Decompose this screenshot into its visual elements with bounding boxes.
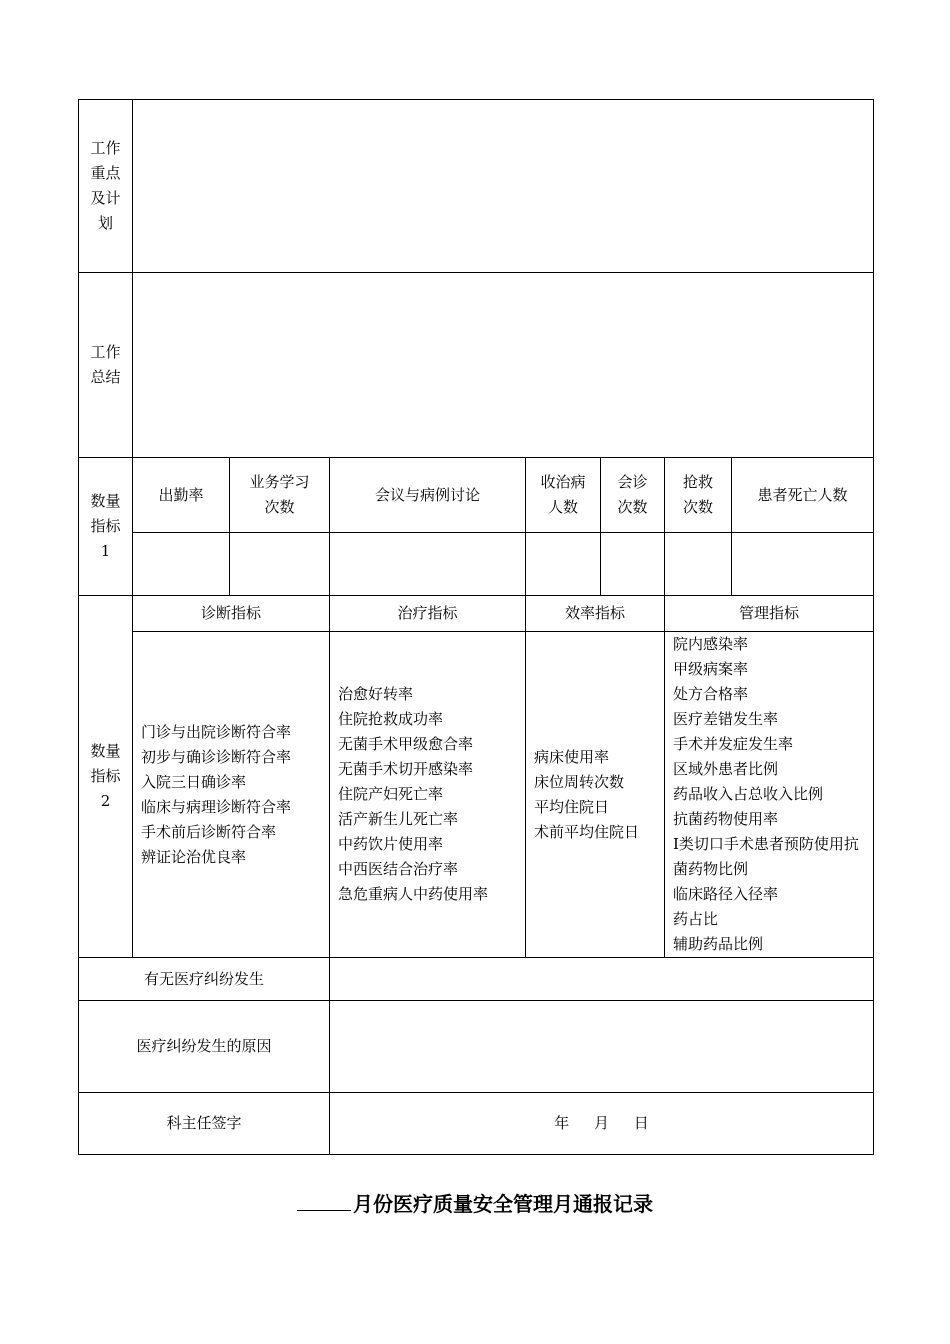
list-item: 处方合格率 [673,685,749,703]
management-list [665,632,874,958]
list-item: 活产新生儿死亡率 [338,810,459,828]
report-title [0,1188,950,1219]
list-item: 入院三日确诊率 [141,772,247,791]
list-item: 院内感染率 [673,635,749,653]
work-summary-label: 工作 总结 [79,273,133,458]
work-plan-field[interactable] [133,100,874,273]
attendance-field[interactable] [133,533,230,596]
efficiency-header: 效率指标 [526,596,665,632]
list-item: 中西医结合治疗率 [338,860,459,878]
signature-label: 科主任签字 [79,1093,330,1155]
list-item: 甲级病案率 [673,660,749,678]
rescues-header: 抢救 次数 [665,458,732,533]
consultations-header: 会诊 次数 [601,458,665,533]
management-header: 管理指标 [665,596,874,632]
list-item: 辅助药品比例 [673,935,764,953]
list-item: I类切口手术患者预防使用抗菌药物比例 [673,835,859,878]
dispute-label: 有无医疗纠纷发生 [79,958,330,1001]
list-item: 无菌手术甲级愈合率 [338,735,474,753]
dispute-cause-label: 医疗纠纷发生的原因 [79,1001,330,1093]
list-item: 床位周转次数 [534,772,625,791]
efficiency-list [526,632,665,958]
list-item: 平均住院日 [534,797,610,816]
quantity1-value-row [79,533,874,596]
quantity1-header-row [79,458,874,533]
report-form-table [78,99,874,1155]
date-month: 月 [594,1114,610,1132]
consultations-field[interactable] [601,533,665,596]
list-item: 住院抢救成功率 [338,710,444,728]
date-day: 日 [633,1114,649,1132]
study-count-field[interactable] [230,533,330,596]
work-summary-field[interactable] [133,273,874,458]
work-summary-row [79,273,874,458]
study-count-header: 业务学习 次数 [230,458,330,533]
list-item: 急危重病人中药使用率 [338,885,489,903]
work-plan-row [79,100,874,273]
quantity1-label: 数量 指标 1 [79,458,133,596]
list-item: 门诊与出院诊断符合率 [141,722,292,741]
list-item: 药品收入占总收入比例 [673,785,824,803]
list-item: 中药饮片使用率 [338,835,444,853]
date-year: 年 [554,1114,570,1132]
diagnosis-header: 诊断指标 [133,596,330,632]
quantity2-header-row [79,596,874,632]
list-item: 区域外患者比例 [673,760,779,778]
list-item: 临床路径入径率 [673,885,779,903]
dispute-field[interactable] [330,958,874,1001]
signature-row [79,1093,874,1155]
report-form-sheet [78,99,873,1153]
diagnosis-list [133,632,330,958]
treatment-list [330,632,526,958]
list-item: 住院产妇死亡率 [338,785,444,803]
month-blank[interactable] [297,1188,351,1211]
list-item: 术前平均住院日 [534,822,640,841]
list-item: 初步与确诊诊断符合率 [141,747,292,766]
dispute-cause-row [79,1001,874,1093]
report-title-text: 月份医疗质量安全管理月通报记录 [353,1192,653,1216]
list-item: 辨证论治优良率 [141,847,247,866]
list-item: 手术并发症发生率 [673,735,794,753]
list-item: 药占比 [673,910,719,928]
meeting-discussion-field[interactable] [330,533,526,596]
work-plan-label: 工作 重点 及计 划 [79,100,133,273]
admissions-field[interactable] [526,533,601,596]
signature-date-field[interactable] [330,1093,874,1155]
list-item: 医疗差错发生率 [673,710,779,728]
meeting-discussion-header: 会议与病例讨论 [330,458,526,533]
list-item: 无菌手术切开感染率 [338,760,474,778]
admissions-header: 收治病 人数 [526,458,601,533]
list-item: 病床使用率 [534,747,610,766]
deaths-field[interactable] [732,533,874,596]
dispute-row [79,958,874,1001]
attendance-header: 出勤率 [133,458,230,533]
quantity2-label: 数量 指标 2 [79,596,133,958]
list-item: 治愈好转率 [338,685,414,703]
list-item: 临床与病理诊断符合率 [141,797,292,816]
quantity2-items-row [79,632,874,958]
rescues-field[interactable] [665,533,732,596]
treatment-header: 治疗指标 [330,596,526,632]
deaths-header: 患者死亡人数 [732,458,874,533]
list-item: 手术前后诊断符合率 [141,822,277,841]
list-item: 抗菌药物使用率 [673,810,779,828]
dispute-cause-field[interactable] [330,1001,874,1093]
